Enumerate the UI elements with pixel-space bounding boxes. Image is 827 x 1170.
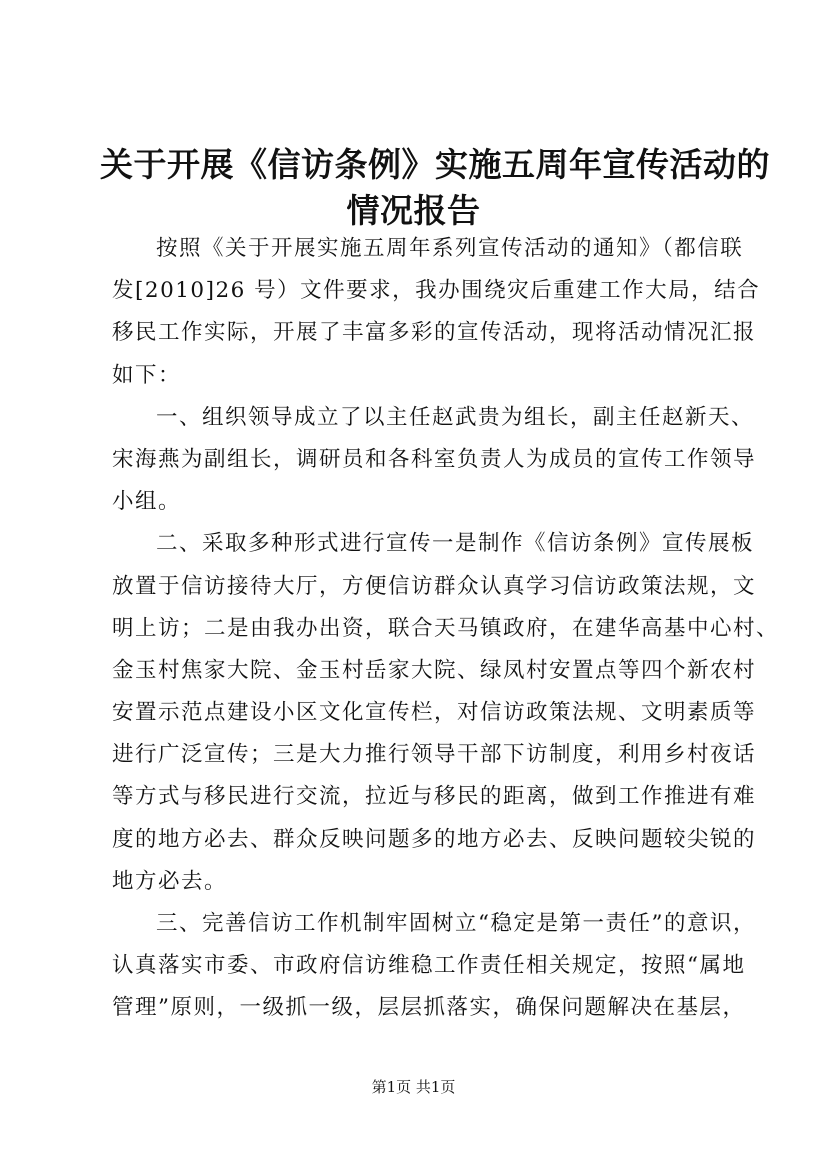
paragraph-line: 移民工作实际，开展了丰富多彩的宣传活动，现将活动情况汇报 (112, 320, 757, 346)
document-body (112, 228, 780, 1030)
paragraph-line: 二、采取多种形式进行宣传一是制作《信访条例》宣传展板 (156, 531, 755, 557)
paragraph-line: 地方必去。 (112, 868, 228, 894)
paragraph-line: 安置示范点建设小区文化宣传栏，对信访政策法规、文明素质等 (112, 700, 757, 726)
paragraph-line: 按照《关于开展实施五周年系列宣传活动的通知》（都信联 (156, 236, 744, 261)
paragraph-line: 宋海燕为副组长，调研员和各科室负责人为成员的宣传工作领导 (112, 446, 757, 472)
paragraph-section-3 (112, 903, 756, 1030)
paragraph-intro (112, 228, 761, 397)
paragraph-line: 如下： (112, 362, 182, 388)
paragraph-section-2 (112, 523, 780, 903)
paragraph-line: 管理”原则，一级抓一级，层层抓落实，确保问题解决在基层， (112, 995, 746, 1021)
paragraph-line: 小组。 (112, 489, 182, 515)
paragraph-line: 明上访；二是由我办出资，联合天马镇政府，在建华高基中心村、 (112, 615, 780, 641)
paragraph-line: 金玉村焦家大院、金玉村岳家大院、绿凤村安置点等四个新农村 (112, 657, 757, 683)
title-line: 情况报告 (346, 191, 481, 230)
paragraph-line: 度的地方必去、群众反映问题多的地方必去、反映问题较尖锐的 (112, 826, 757, 852)
paragraph-line: 认真落实市委、市政府信访维稳工作责任相关规定，按照“属地 (112, 953, 746, 979)
paragraph-line: 发[2010]26 号）文件要求，我办围绕灾后重建工作大局，结合 (112, 278, 761, 304)
paragraph-line: 进行广泛宣传；三是大力推行领导干部下访制度，利用乡村夜话 (112, 742, 757, 768)
page-footer: 第1页 共1页 (371, 1078, 456, 1096)
document-title (100, 142, 770, 234)
paragraph-line: 等方式与移民进行交流，拉近与移民的距离，做到工作推进有难 (112, 784, 757, 810)
paragraph-line: 一、组织领导成立了以主任赵武贵为组长，副主任赵新天、 (156, 404, 755, 430)
paragraph-line: 三、完善信访工作机制牢固树立“稳定是第一责任”的意识， (156, 911, 756, 936)
title-line: 关于开展《信访条例》实施五周年宣传活动的 (100, 145, 770, 184)
paragraph-section-1 (112, 397, 757, 524)
paragraph-line: 放置于信访接待大厅，方便信访群众认真学习信访政策法规，文 (112, 573, 757, 599)
